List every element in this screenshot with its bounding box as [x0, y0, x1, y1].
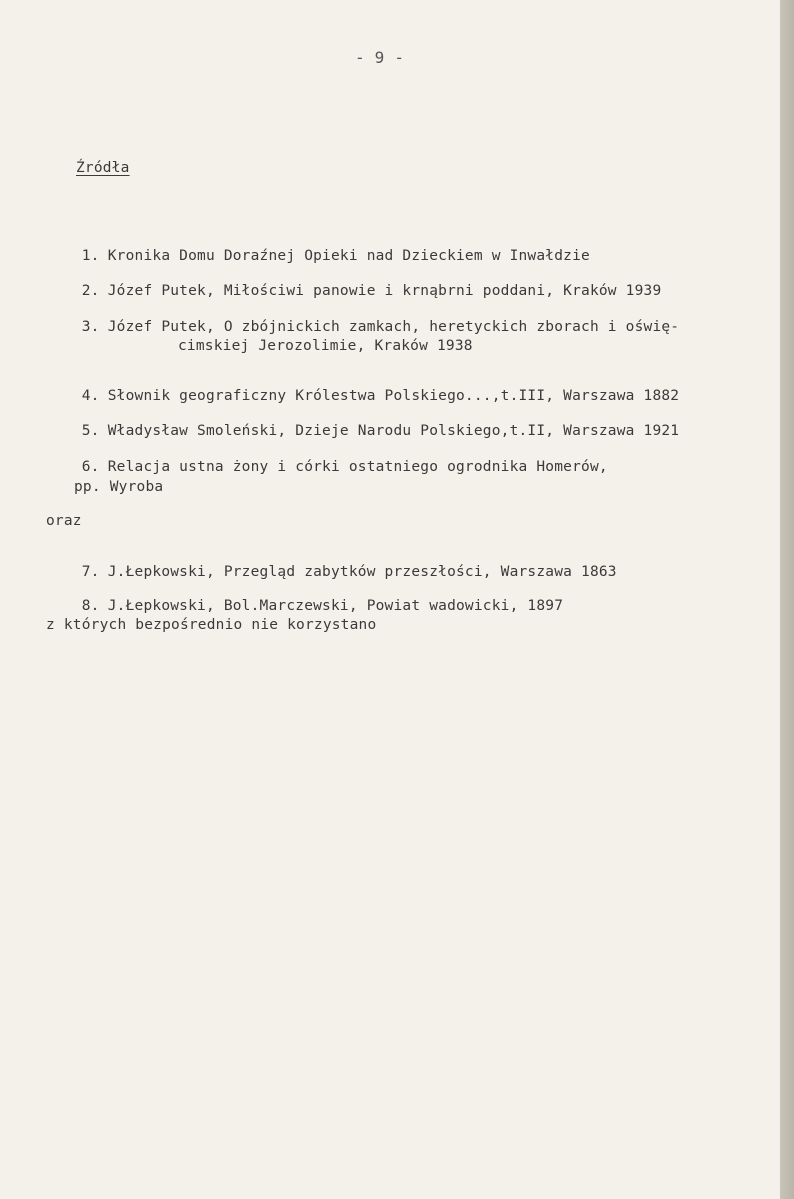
- page-number: - 9 -: [355, 48, 405, 67]
- list-item-number: 2.: [81, 283, 100, 299]
- list-item-number: 6.: [81, 459, 100, 475]
- list-item-text: Władysław Smoleński, Dzieje Narodu Polskiego,t.II, Warszawa 1921: [107, 423, 680, 439]
- list-item-number: 1.: [81, 248, 100, 264]
- list-item-text: Relacja ustna żony i córki ostatniego ogrodnika Homerów,: [107, 459, 608, 475]
- list-item-continuation: cimskiej Jerozolimie, Kraków 1938: [178, 338, 473, 354]
- footer-note: z których bezpośrednio nie korzystano: [46, 617, 377, 633]
- conjunction-text: oraz: [46, 513, 82, 529]
- list-item-number: 8.: [81, 598, 100, 614]
- page-edge: [780, 0, 794, 1199]
- list-item-text: Józef Putek, O zbójnickich zamkach, heretyckich zborach i oświę-: [107, 319, 680, 335]
- list-item-number: 4.: [81, 388, 100, 404]
- list-item-continuation: pp. Wyroba: [74, 479, 164, 495]
- list-item-number: 5.: [81, 423, 100, 439]
- list-item-text: J.Łepkowski, Przegląd zabytków przeszłości, Warszawa 1863: [107, 564, 617, 580]
- list-item-number: 7.: [81, 564, 100, 580]
- list-item-text: Słownik geograficzny Królestwa Polskiego...,t.III, Warszawa 1882: [107, 388, 680, 404]
- section-heading: Źródła: [76, 160, 130, 176]
- list-item-text: Józef Putek, Miłościwi panowie i krnąbrni poddani, Kraków 1939: [107, 283, 662, 299]
- list-item-text: J.Łepkowski, Bol.Marczewski, Powiat wadowicki, 1897: [107, 598, 564, 614]
- list-item-text: Kronika Domu Doraźnej Opieki nad Dzieckiem w Inwałdzie: [107, 248, 590, 264]
- list-item-number: 3.: [81, 319, 100, 335]
